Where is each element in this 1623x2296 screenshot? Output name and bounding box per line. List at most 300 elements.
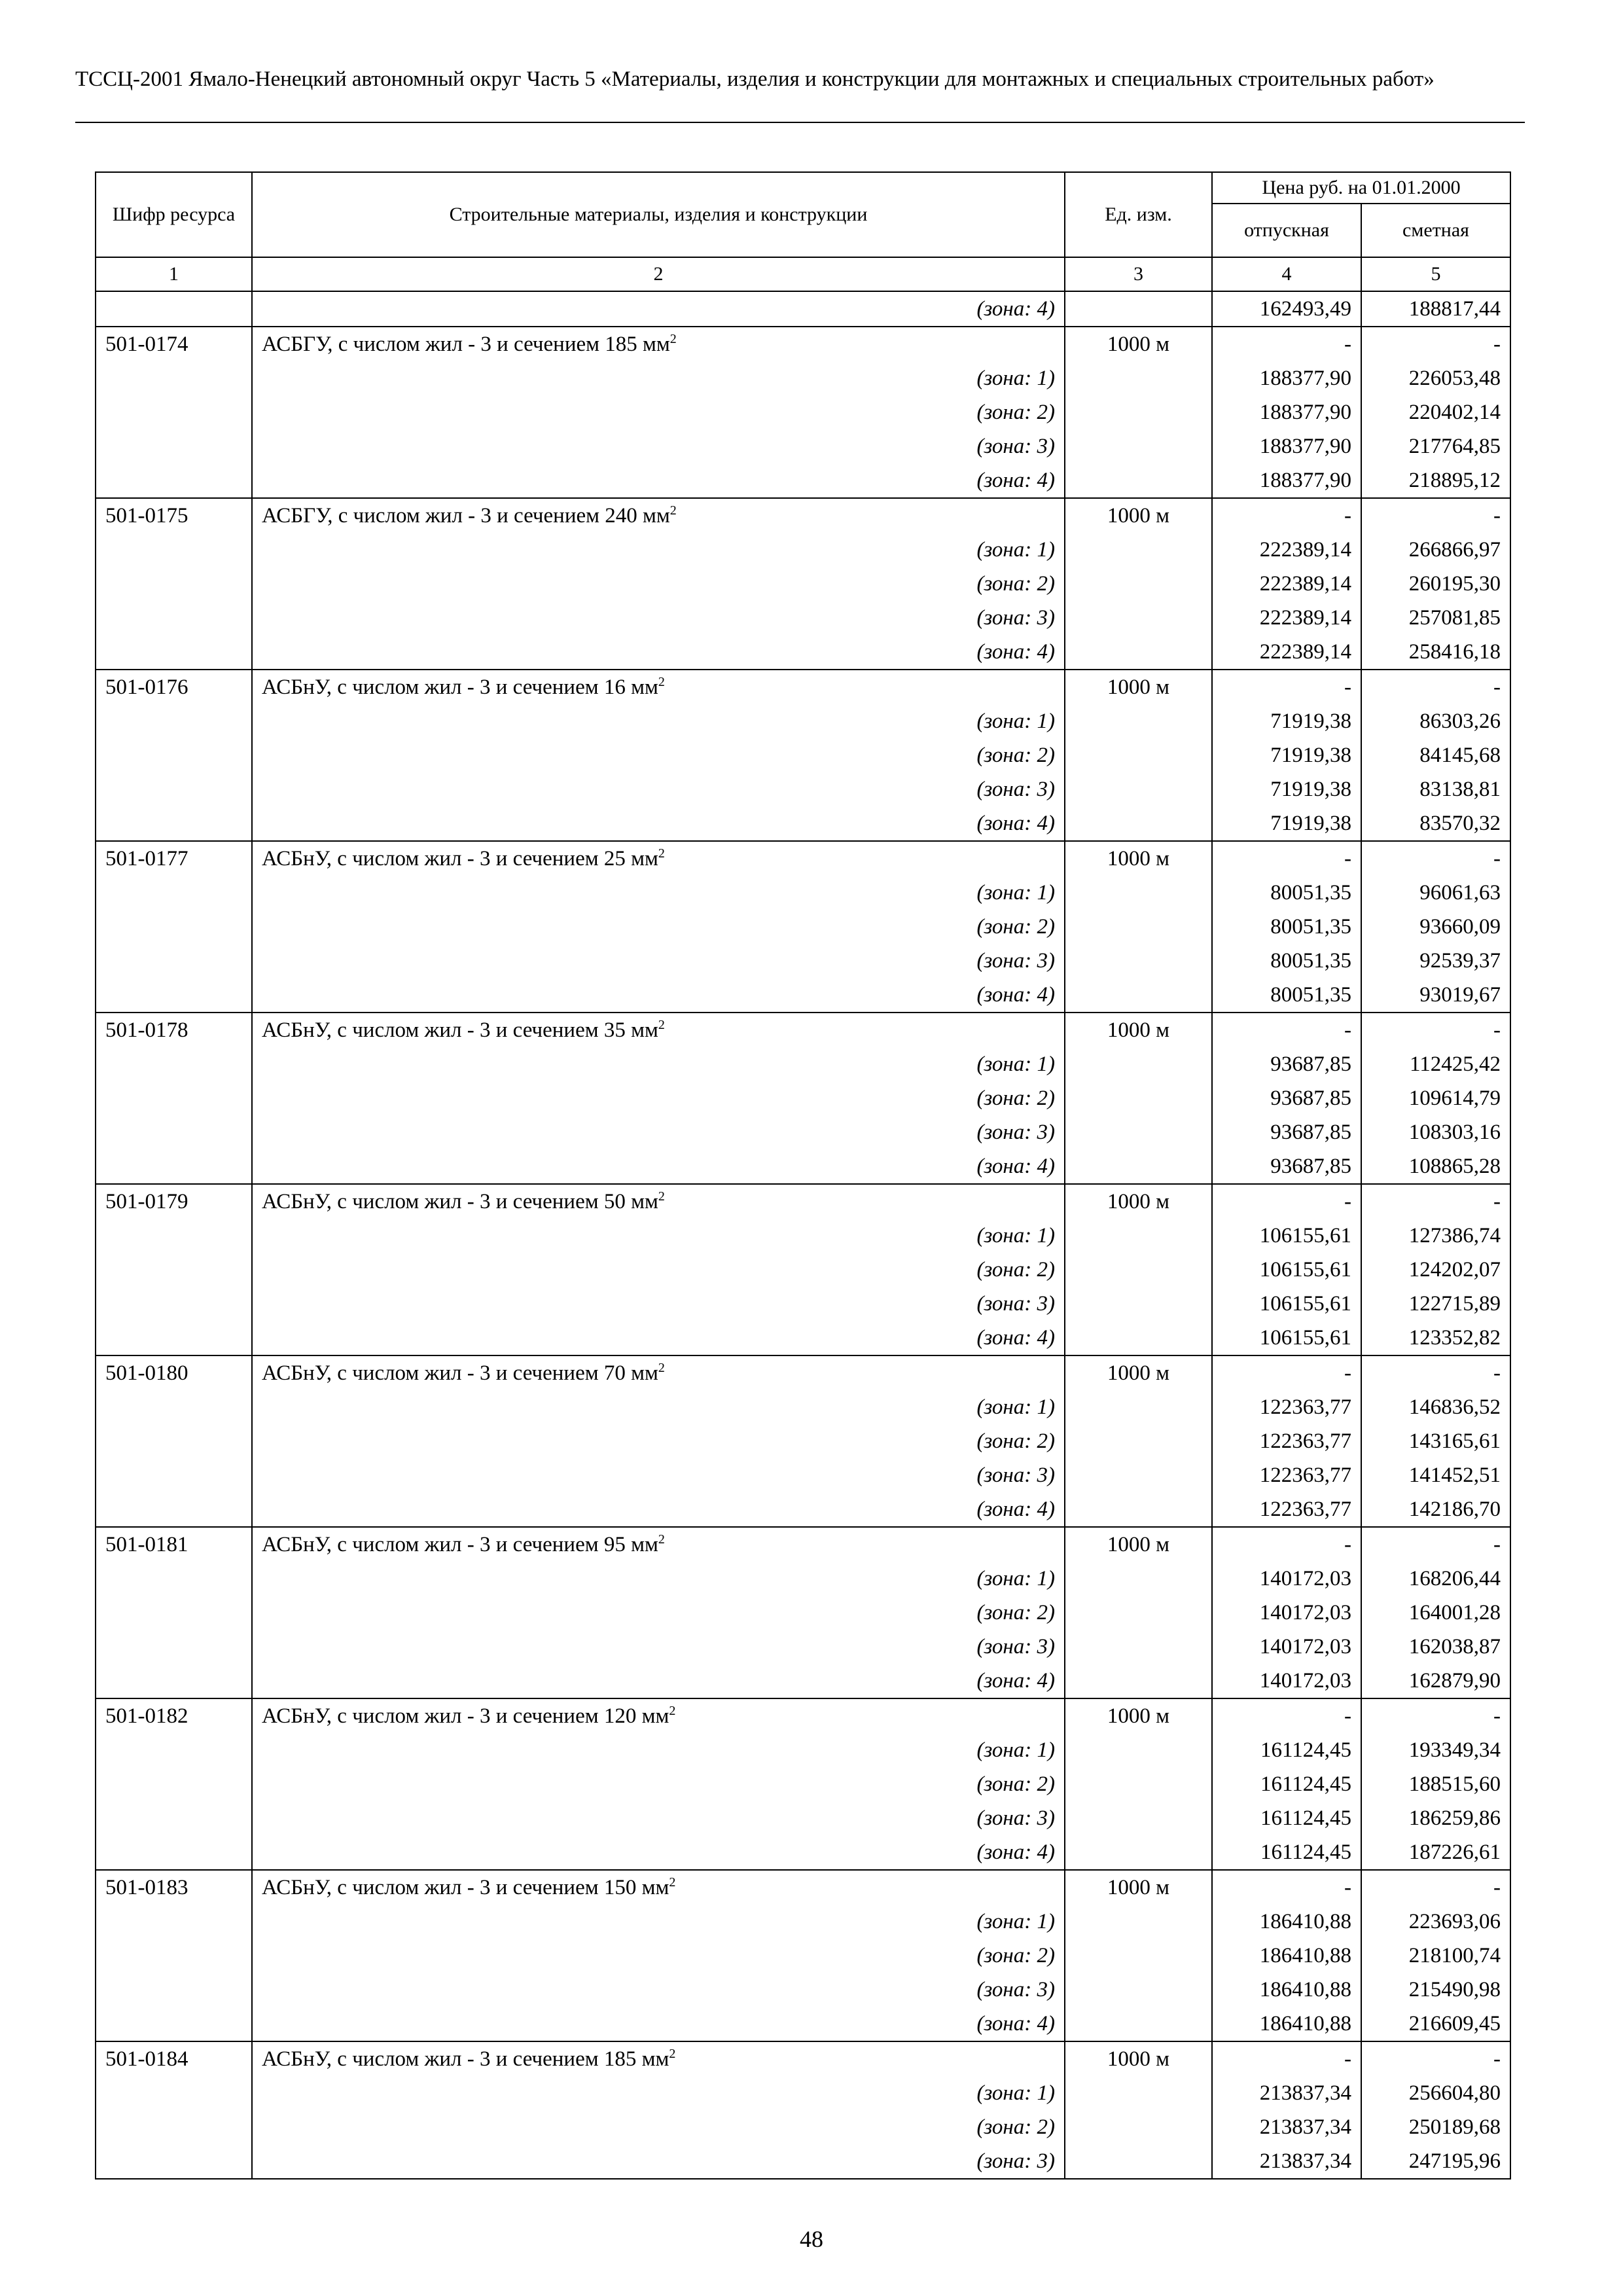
zone-label-cell: (зона: 3) — [252, 2144, 1065, 2179]
table-row — [96, 1149, 1510, 1184]
table-row — [96, 1390, 1510, 1424]
table-row — [96, 2007, 1510, 2041]
table-row — [96, 2076, 1510, 2110]
estimate-price-cell: 256604,80 — [1361, 2076, 1510, 2110]
material-name: АСБГУ, с числом жил - 3 и сечением 240 мм — [262, 504, 670, 528]
release-price-cell: 93687,85 — [1212, 1149, 1361, 1184]
unit-exponent: 2 — [669, 1704, 676, 1718]
table-row — [96, 1562, 1510, 1596]
resource-code-cell: 501-0178 — [96, 1013, 252, 1047]
release-price-cell: 188377,90 — [1212, 395, 1361, 429]
unit-cell — [1065, 1835, 1212, 1870]
resource-code-cell — [96, 1287, 252, 1321]
unit-cell — [1065, 2076, 1212, 2110]
resource-code-cell — [96, 429, 252, 463]
zone-label-cell: (зона: 1) — [252, 876, 1065, 910]
resource-code-cell — [96, 1390, 252, 1424]
table-row — [96, 2110, 1510, 2144]
unit-cell — [1065, 738, 1212, 772]
document-header: ТССЦ-2001 Ямало-Ненецкий автономный округ Часть 5 «Материалы, изделия и конструкции для монтажных и специальных строительных работ» — [75, 67, 1435, 91]
release-price-cell: 80051,35 — [1212, 978, 1361, 1013]
estimate-price-cell: 141452,51 — [1361, 1458, 1510, 1492]
unit-cell: 1000 м — [1065, 1013, 1212, 1047]
resource-code-cell — [96, 1596, 252, 1630]
zone-label-cell: (зона: 2) — [252, 1253, 1065, 1287]
price-table — [95, 171, 1511, 2179]
unit-cell — [1065, 2144, 1212, 2179]
release-price-cell: 186410,88 — [1212, 1939, 1361, 1973]
unit-cell: 1000 м — [1065, 1527, 1212, 1562]
table-row — [96, 1219, 1510, 1253]
unit-cell: 1000 м — [1065, 498, 1212, 533]
resource-code-cell — [96, 1973, 252, 2007]
release-price-cell: - — [1212, 327, 1361, 361]
estimate-price-cell: - — [1361, 1870, 1510, 1905]
zone-label-cell: (зона: 3) — [252, 1630, 1065, 1664]
estimate-price-cell: 258416,18 — [1361, 635, 1510, 670]
release-price-cell: - — [1212, 670, 1361, 704]
table-row — [96, 772, 1510, 806]
release-price-cell: 140172,03 — [1212, 1562, 1361, 1596]
zone-label-cell: (зона: 2) — [252, 2110, 1065, 2144]
unit-cell — [1065, 635, 1212, 670]
release-price-cell: 106155,61 — [1212, 1321, 1361, 1355]
estimate-price-cell: 109614,79 — [1361, 1081, 1510, 1115]
resource-code-cell: 501-0177 — [96, 841, 252, 876]
unit-cell: 1000 м — [1065, 2041, 1212, 2076]
release-price-cell: 162493,49 — [1212, 291, 1361, 327]
unit-cell — [1065, 395, 1212, 429]
zone-label-cell: (зона: 3) — [252, 1115, 1065, 1149]
release-price-cell: 213837,34 — [1212, 2144, 1361, 2179]
table-row — [96, 1115, 1510, 1149]
zone-label-cell: (зона: 1) — [252, 1733, 1065, 1767]
resource-code-cell — [96, 1905, 252, 1939]
unit-cell — [1065, 463, 1212, 498]
unit-cell — [1065, 1492, 1212, 1527]
table-row — [96, 291, 1510, 327]
estimate-price-cell: - — [1361, 1355, 1510, 1390]
release-price-cell: 140172,03 — [1212, 1630, 1361, 1664]
resource-code-cell — [96, 1458, 252, 1492]
table-row — [96, 429, 1510, 463]
table-row — [96, 1870, 1510, 1905]
resource-code-cell: 501-0184 — [96, 2041, 252, 2076]
unit-cell — [1065, 910, 1212, 944]
unit-cell — [1065, 1390, 1212, 1424]
col-header-unit: Ед. изм. — [1065, 172, 1212, 257]
release-price-cell: - — [1212, 498, 1361, 533]
release-price-cell: 186410,88 — [1212, 2007, 1361, 2041]
table-row — [96, 1355, 1510, 1390]
table-row — [96, 1081, 1510, 1115]
zone-label-cell: (зона: 2) — [252, 1939, 1065, 1973]
table-row — [96, 1321, 1510, 1355]
zone-label-cell: (зона: 4) — [252, 635, 1065, 670]
estimate-price-cell: 193349,34 — [1361, 1733, 1510, 1767]
release-price-cell: 161124,45 — [1212, 1835, 1361, 1870]
release-price-cell: 222389,14 — [1212, 635, 1361, 670]
zone-label-cell: (зона: 2) — [252, 738, 1065, 772]
resource-code-cell — [96, 1321, 252, 1355]
material-name-cell — [252, 1870, 1065, 1905]
estimate-price-cell: 164001,28 — [1361, 1596, 1510, 1630]
zone-label-cell: (зона: 3) — [252, 601, 1065, 635]
unit-cell — [1065, 291, 1212, 327]
table-row — [96, 1733, 1510, 1767]
table-row — [96, 1527, 1510, 1562]
estimate-price-cell: 217764,85 — [1361, 429, 1510, 463]
material-name-cell — [252, 841, 1065, 876]
estimate-price-cell: 223693,06 — [1361, 1905, 1510, 1939]
estimate-price-cell: 92539,37 — [1361, 944, 1510, 978]
unit-cell — [1065, 1664, 1212, 1698]
resource-code-cell — [96, 1047, 252, 1081]
table-row — [96, 2144, 1510, 2179]
unit-cell: 1000 м — [1065, 841, 1212, 876]
table-row — [96, 1424, 1510, 1458]
table-row — [96, 1905, 1510, 1939]
resource-code-cell — [96, 1767, 252, 1801]
unit-cell — [1065, 1047, 1212, 1081]
unit-cell — [1065, 1801, 1212, 1835]
zone-label-cell: (зона: 1) — [252, 1905, 1065, 1939]
unit-cell — [1065, 361, 1212, 395]
estimate-price-cell: 162879,90 — [1361, 1664, 1510, 1698]
release-price-cell: 161124,45 — [1212, 1801, 1361, 1835]
resource-code-cell — [96, 361, 252, 395]
unit-cell — [1065, 1973, 1212, 2007]
table-row — [96, 1664, 1510, 1698]
unit-cell: 1000 м — [1065, 327, 1212, 361]
col-header-release: отпускная — [1212, 204, 1361, 257]
release-price-cell: 122363,77 — [1212, 1492, 1361, 1527]
zone-label-cell: (зона: 3) — [252, 1973, 1065, 2007]
zone-label-cell: (зона: 2) — [252, 395, 1065, 429]
table-row — [96, 1801, 1510, 1835]
resource-code-cell — [96, 876, 252, 910]
table-row — [96, 498, 1510, 533]
estimate-price-cell: 226053,48 — [1361, 361, 1510, 395]
zone-label-cell: (зона: 2) — [252, 567, 1065, 601]
unit-exponent: 2 — [669, 503, 677, 518]
col-number-1: 1 — [96, 257, 252, 291]
material-name: АСБнУ, с числом жил - 3 и сечением 35 мм — [262, 1018, 658, 1042]
zone-label-cell: (зона: 4) — [252, 463, 1065, 498]
release-price-cell: 222389,14 — [1212, 601, 1361, 635]
unit-cell — [1065, 1458, 1212, 1492]
zone-label-cell: (зона: 1) — [252, 361, 1065, 395]
material-name: АСБнУ, с числом жил - 3 и сечением 150 мм — [262, 1876, 669, 1899]
zone-label-cell: (зона: 1) — [252, 1219, 1065, 1253]
table-row — [96, 567, 1510, 601]
unit-cell — [1065, 806, 1212, 841]
estimate-price-cell: - — [1361, 670, 1510, 704]
zone-label-cell: (зона: 1) — [252, 1047, 1065, 1081]
table-row — [96, 2041, 1510, 2076]
unit-cell — [1065, 601, 1212, 635]
resource-code-cell — [96, 1149, 252, 1184]
resource-code-cell — [96, 978, 252, 1013]
table-row — [96, 1698, 1510, 1733]
estimate-price-cell: 112425,42 — [1361, 1047, 1510, 1081]
table-row — [96, 533, 1510, 567]
material-name: АСБнУ, с числом жил - 3 и сечением 95 мм — [262, 1533, 658, 1556]
release-price-cell: - — [1212, 1870, 1361, 1905]
table-row — [96, 978, 1510, 1013]
unit-exponent: 2 — [658, 1532, 665, 1547]
table-row — [96, 704, 1510, 738]
estimate-price-cell: 143165,61 — [1361, 1424, 1510, 1458]
zone-label-cell: (зона: 3) — [252, 1801, 1065, 1835]
release-price-cell: 186410,88 — [1212, 1905, 1361, 1939]
resource-code-cell — [96, 1253, 252, 1287]
material-name-cell — [252, 1013, 1065, 1047]
unit-cell — [1065, 1630, 1212, 1664]
unit-exponent: 2 — [658, 1018, 665, 1032]
table-row — [96, 1835, 1510, 1870]
header-divider — [75, 122, 1525, 123]
estimate-price-cell: 218100,74 — [1361, 1939, 1510, 1973]
unit-cell — [1065, 704, 1212, 738]
zone-label-cell: (зона: 3) — [252, 772, 1065, 806]
resource-code-cell — [96, 1424, 252, 1458]
material-name: АСБнУ, с числом жил - 3 и сечением 25 мм — [262, 847, 658, 870]
unit-exponent: 2 — [669, 332, 677, 346]
unit-cell — [1065, 978, 1212, 1013]
col-header-code: Шифр ресурса — [96, 172, 252, 257]
unit-cell — [1065, 772, 1212, 806]
unit-cell — [1065, 876, 1212, 910]
zone-label-cell: (зона: 1) — [252, 533, 1065, 567]
estimate-price-cell: 188515,60 — [1361, 1767, 1510, 1801]
table-row — [96, 327, 1510, 361]
estimate-price-cell: 215490,98 — [1361, 1973, 1510, 2007]
resource-code-cell — [96, 395, 252, 429]
estimate-price-cell: 250189,68 — [1361, 2110, 1510, 2144]
estimate-price-cell: - — [1361, 1698, 1510, 1733]
unit-cell: 1000 м — [1065, 1870, 1212, 1905]
release-price-cell: - — [1212, 841, 1361, 876]
unit-cell — [1065, 1115, 1212, 1149]
release-price-cell: 222389,14 — [1212, 567, 1361, 601]
col-header-name: Строительные материалы, изделия и конструкции — [252, 172, 1065, 257]
material-name-cell — [252, 327, 1065, 361]
release-price-cell: 161124,45 — [1212, 1733, 1361, 1767]
resource-code-cell — [96, 1835, 252, 1870]
resource-code-cell: 501-0179 — [96, 1184, 252, 1219]
zone-label-cell: (зона: 2) — [252, 1596, 1065, 1630]
resource-code-cell — [96, 1939, 252, 1973]
unit-cell — [1065, 1219, 1212, 1253]
zone-label-cell: (зона: 4) — [252, 1149, 1065, 1184]
resource-code-cell — [96, 1664, 252, 1698]
estimate-price-cell: 83570,32 — [1361, 806, 1510, 841]
material-name-cell — [252, 498, 1065, 533]
unit-cell — [1065, 1253, 1212, 1287]
zone-label-cell: (зона: 1) — [252, 704, 1065, 738]
unit-exponent: 2 — [669, 1875, 676, 1890]
estimate-price-cell: 83138,81 — [1361, 772, 1510, 806]
page-number: 48 — [800, 2226, 823, 2252]
resource-code-cell — [96, 704, 252, 738]
resource-code-cell — [96, 567, 252, 601]
zone-label-cell: (зона: 4) — [252, 1492, 1065, 1527]
unit-cell — [1065, 429, 1212, 463]
unit-cell — [1065, 1287, 1212, 1321]
resource-code-cell: 501-0183 — [96, 1870, 252, 1905]
table-row — [96, 944, 1510, 978]
material-name-cell — [252, 670, 1065, 704]
resource-code-cell: 501-0176 — [96, 670, 252, 704]
table-row — [96, 1767, 1510, 1801]
release-price-cell: 93687,85 — [1212, 1115, 1361, 1149]
table-row — [96, 1287, 1510, 1321]
estimate-price-cell: 188817,44 — [1361, 291, 1510, 327]
col-number-5: 5 — [1361, 257, 1510, 291]
table-row — [96, 601, 1510, 635]
table-row — [96, 635, 1510, 670]
table-row — [96, 670, 1510, 704]
table-row — [96, 1973, 1510, 2007]
release-price-cell: 71919,38 — [1212, 738, 1361, 772]
estimate-price-cell: - — [1361, 1184, 1510, 1219]
table-row — [96, 841, 1510, 876]
release-price-cell: 161124,45 — [1212, 1767, 1361, 1801]
resource-code-cell — [96, 1801, 252, 1835]
resource-code-cell — [96, 463, 252, 498]
estimate-price-cell: - — [1361, 498, 1510, 533]
table-row — [96, 1939, 1510, 1973]
resource-code-cell — [96, 2144, 252, 2179]
release-price-cell: 106155,61 — [1212, 1219, 1361, 1253]
resource-code-cell — [96, 1115, 252, 1149]
resource-code-cell — [96, 2076, 252, 2110]
table-row — [96, 361, 1510, 395]
table-row — [96, 806, 1510, 841]
zone-label-cell: (зона: 3) — [252, 1458, 1065, 1492]
resource-code-cell — [96, 1562, 252, 1596]
unit-exponent: 2 — [669, 2047, 676, 2061]
material-name: АСБнУ, с числом жил - 3 и сечением 16 мм — [262, 675, 658, 699]
zone-label-cell: (зона: 3) — [252, 1287, 1065, 1321]
zone-label-cell: (зона: 3) — [252, 429, 1065, 463]
table-row — [96, 1253, 1510, 1287]
estimate-price-cell: 122715,89 — [1361, 1287, 1510, 1321]
estimate-price-cell: 168206,44 — [1361, 1562, 1510, 1596]
resource-code-cell: 501-0175 — [96, 498, 252, 533]
release-price-cell: 188377,90 — [1212, 429, 1361, 463]
release-price-cell: 186410,88 — [1212, 1973, 1361, 2007]
estimate-price-cell: 162038,87 — [1361, 1630, 1510, 1664]
unit-cell: 1000 м — [1065, 1355, 1212, 1390]
unit-cell — [1065, 1424, 1212, 1458]
estimate-price-cell: - — [1361, 327, 1510, 361]
release-price-cell: 122363,77 — [1212, 1424, 1361, 1458]
unit-cell — [1065, 2007, 1212, 2041]
estimate-price-cell: - — [1361, 841, 1510, 876]
resource-code-cell: 501-0181 — [96, 1527, 252, 1562]
table-row — [96, 738, 1510, 772]
unit-cell — [1065, 1149, 1212, 1184]
table-row — [96, 1492, 1510, 1527]
resource-code-cell — [96, 1219, 252, 1253]
unit-cell — [1065, 1562, 1212, 1596]
release-price-cell: 71919,38 — [1212, 704, 1361, 738]
unit-cell — [1065, 2110, 1212, 2144]
release-price-cell: 140172,03 — [1212, 1664, 1361, 1698]
unit-cell: 1000 м — [1065, 670, 1212, 704]
resource-code-cell — [96, 1081, 252, 1115]
unit-cell — [1065, 944, 1212, 978]
table-row — [96, 1184, 1510, 1219]
release-price-cell: - — [1212, 1527, 1361, 1562]
estimate-price-cell: 124202,07 — [1361, 1253, 1510, 1287]
resource-code-cell: 501-0180 — [96, 1355, 252, 1390]
unit-cell — [1065, 1767, 1212, 1801]
zone-label-cell: (зона: 2) — [252, 1767, 1065, 1801]
zone-label-cell: (зона: 2) — [252, 910, 1065, 944]
estimate-price-cell: 186259,86 — [1361, 1801, 1510, 1835]
col-number-2: 2 — [252, 257, 1065, 291]
release-price-cell: 71919,38 — [1212, 806, 1361, 841]
release-price-cell: 188377,90 — [1212, 463, 1361, 498]
table-row — [96, 1047, 1510, 1081]
table-row — [96, 1630, 1510, 1664]
table-row — [96, 1596, 1510, 1630]
material-name: АСБнУ, с числом жил - 3 и сечением 70 мм — [262, 1361, 658, 1385]
estimate-price-cell: 123352,82 — [1361, 1321, 1510, 1355]
release-price-cell: 80051,35 — [1212, 944, 1361, 978]
unit-cell — [1065, 533, 1212, 567]
estimate-price-cell: 257081,85 — [1361, 601, 1510, 635]
unit-cell: 1000 м — [1065, 1698, 1212, 1733]
unit-cell — [1065, 1905, 1212, 1939]
release-price-cell: 140172,03 — [1212, 1596, 1361, 1630]
zone-label-cell: (зона: 4) — [252, 1835, 1065, 1870]
estimate-price-cell: 146836,52 — [1361, 1390, 1510, 1424]
zone-label-cell: (зона: 1) — [252, 1562, 1065, 1596]
release-price-cell: 106155,61 — [1212, 1253, 1361, 1287]
unit-cell — [1065, 1733, 1212, 1767]
resource-code-cell — [96, 2110, 252, 2144]
release-price-cell: 93687,85 — [1212, 1081, 1361, 1115]
resource-code-cell — [96, 291, 252, 327]
estimate-price-cell: 108865,28 — [1361, 1149, 1510, 1184]
release-price-cell: 122363,77 — [1212, 1458, 1361, 1492]
material-name-cell — [252, 1527, 1065, 1562]
estimate-price-cell: 93019,67 — [1361, 978, 1510, 1013]
table-row — [96, 910, 1510, 944]
unit-cell — [1065, 1596, 1212, 1630]
table-row — [96, 1013, 1510, 1047]
estimate-price-cell: 84145,68 — [1361, 738, 1510, 772]
unit-exponent: 2 — [658, 846, 665, 861]
resource-code-cell — [96, 772, 252, 806]
resource-code-cell — [96, 910, 252, 944]
resource-code-cell — [96, 944, 252, 978]
estimate-price-cell: - — [1361, 1527, 1510, 1562]
resource-code-cell — [96, 601, 252, 635]
resource-code-cell — [96, 533, 252, 567]
material-name-cell — [252, 1698, 1065, 1733]
unit-cell — [1065, 567, 1212, 601]
zone-label-cell: (зона: 4) — [252, 806, 1065, 841]
resource-code-cell — [96, 1733, 252, 1767]
unit-cell — [1065, 1939, 1212, 1973]
estimate-price-cell: - — [1361, 1013, 1510, 1047]
estimate-price-cell: 220402,14 — [1361, 395, 1510, 429]
